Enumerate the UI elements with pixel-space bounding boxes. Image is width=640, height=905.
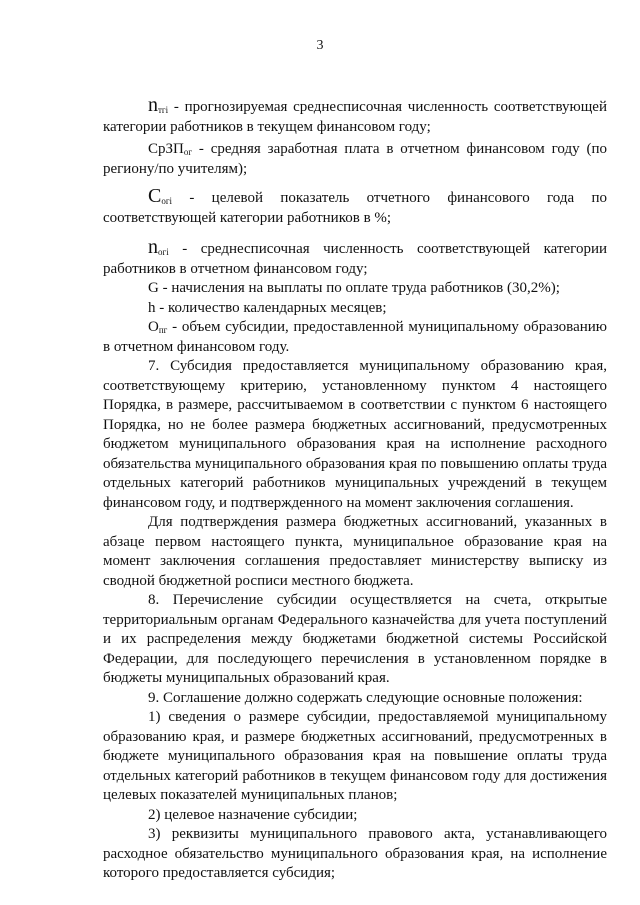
paragraph-8: 8. Перечисление субсидии осуществляется на счета, открытые территориальным органам Федерального казначейства для учета поступлений и их распределения между бюджетами бюджетной системы Российской Федерации, для последующего перечисления в установленном порядке в бюджеты муниципальных образований края. (103, 592, 607, 686)
list-item-2: 2) целевое назначение субсидии; (148, 806, 358, 823)
definition-item: $n_{тгi}$ - прогнозируемая среднесписочная численность соответствующей категории работников в текущем финансовом году; (103, 94, 607, 135)
definition-item: $n_{огi}$ - среднесписочная численность соответствующей категории работников в отчетном финансовом году; (103, 236, 607, 277)
definition-item: $О_{пг}$ - объем субсидии, предоставленной муниципальному образованию в отчетном финансовом году. (103, 319, 607, 355)
definition-item: G - начисления на выплаты по оплате труда работников (30,2%); (148, 280, 560, 296)
definition-item: СрЗП$_{ог}$ - средняя заработная плата в отчетном финансовом году (по региону/по учителям); (103, 141, 607, 177)
definitions-block (103, 96, 607, 884)
list-item-1: 1) сведения о размере субсидии, предоставляемой муниципальному образованию края, и размере бюджетных ассигнований, предусмотренных в бюджете муниципального образования края на повышение оплаты труда отдельных категорий работников в текущем финансовом году для достижения целевых показателей муниципальных планов; (103, 709, 607, 803)
definition-item: $С_{огi}$ - целевой показатель отчетного финансового года по соответствующей категории работников в %; (103, 185, 607, 226)
page-number: 3 (316, 38, 324, 53)
paragraph-7: 7. Субсидия предоставляется муниципальному образованию края, соответствующему критерию, установленному пунктом 4 настоящего Порядка, в размере, рассчитываемом в соответствии с пунктом 6 настоящего Порядка, но не более размера бюджетных ассигнований, предусмотренных бюджетом муниципального образования края на исполнение расходного обязательства муниципального образования края по повышению оплаты труда отдельных категорий работников муниципальных учреждений в текущем финансовом году, и подтвержденного на момент заключения соглашения. (103, 358, 607, 511)
paragraph-7-second: Для подтверждения размера бюджетных ассигнований, указанных в абзаце первом настоящего пункта, муниципальное образование края на момент заключения соглашения предоставляет министерству выписку из сводной бюджетной росписи местного бюджета. (103, 514, 607, 589)
paragraph-9: 9. Соглашение должно содержать следующие основные положения: (148, 689, 583, 706)
definition-item: h - количество календарных месяцев; (148, 299, 387, 316)
list-item-3: 3) реквизиты муниципального правового акта, устанавливающего расходное обязательство муниципального образования края, на исполнение которого предоставляется субсидия; (103, 826, 607, 881)
